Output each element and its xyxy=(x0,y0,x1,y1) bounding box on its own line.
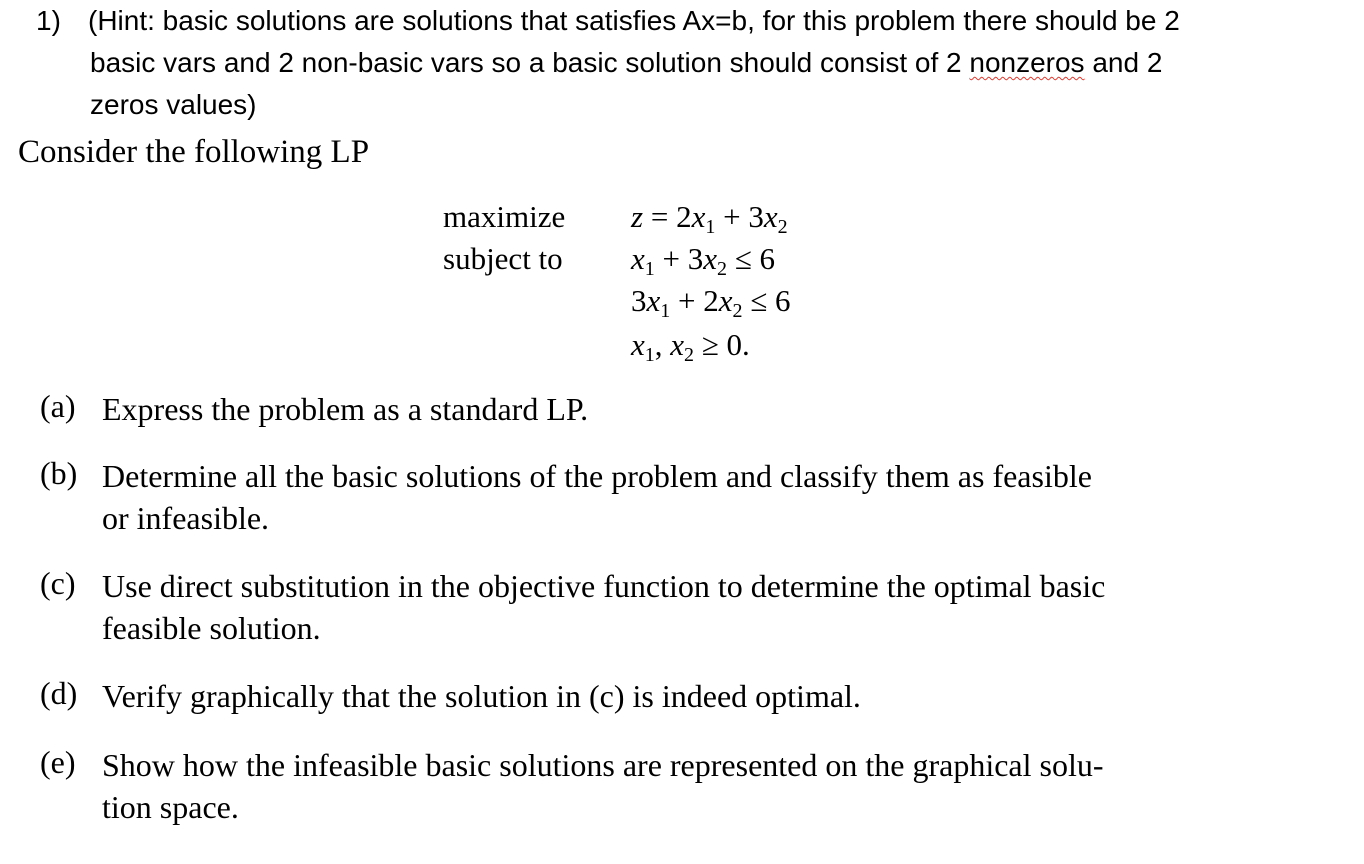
part-text: Show how the infeasible basic solutions are represented on the graphical solu- xyxy=(102,747,1104,783)
part-text: Determine all the basic solutions of the problem and classify them as feasible xyxy=(102,458,1092,494)
part-label: (d) xyxy=(40,675,78,711)
constraint-2: $3x_1 + 2x_2 \le 6$ xyxy=(631,283,791,322)
part-text: Verify graphically that the solution in (c) is indeed optimal. xyxy=(102,678,861,714)
nonnegativity-constraint: $x_1$, $x_2 \ge 0$. xyxy=(631,327,750,366)
part-label: (b) xyxy=(40,455,78,491)
part-text: Express the problem as a standard LP. xyxy=(102,391,589,427)
part-text-cont: or infeasible. xyxy=(102,500,270,536)
question-number: 1) xyxy=(36,5,61,36)
part-label: (a) xyxy=(40,388,76,424)
part-text: Use direct substitution in the objective function to determine the optimal basic xyxy=(102,568,1106,604)
hint-line-2-end: and 2 xyxy=(1084,47,1163,78)
hint-line-1: (Hint: basic solutions are solutions that satisfies Ax=b, for this problem there should be 2 xyxy=(88,5,1180,36)
hint-line-3: zeros values) xyxy=(90,89,257,120)
part-label: (c) xyxy=(40,565,76,601)
intro-text: Consider the following LP xyxy=(18,134,370,170)
constraints-label: subject to xyxy=(443,241,563,276)
part-text-cont: feasible solution. xyxy=(102,610,321,646)
spellcheck-flagged-word[interactable]: nonzeros xyxy=(969,47,1085,78)
hint-line-2-start: basic vars and 2 non-basic vars so a basic solution should consist of 2 xyxy=(90,47,970,78)
objective-function: $z = 2x_1 + 3x_2$ xyxy=(631,199,788,238)
hint-line-2 xyxy=(90,42,1162,84)
constraint-1: $x_1 + 3x_2 \le 6$ xyxy=(631,241,776,280)
objective-label: maximize xyxy=(443,199,566,234)
part-text-cont: tion space. xyxy=(102,789,239,825)
part-label: (e) xyxy=(40,744,76,780)
